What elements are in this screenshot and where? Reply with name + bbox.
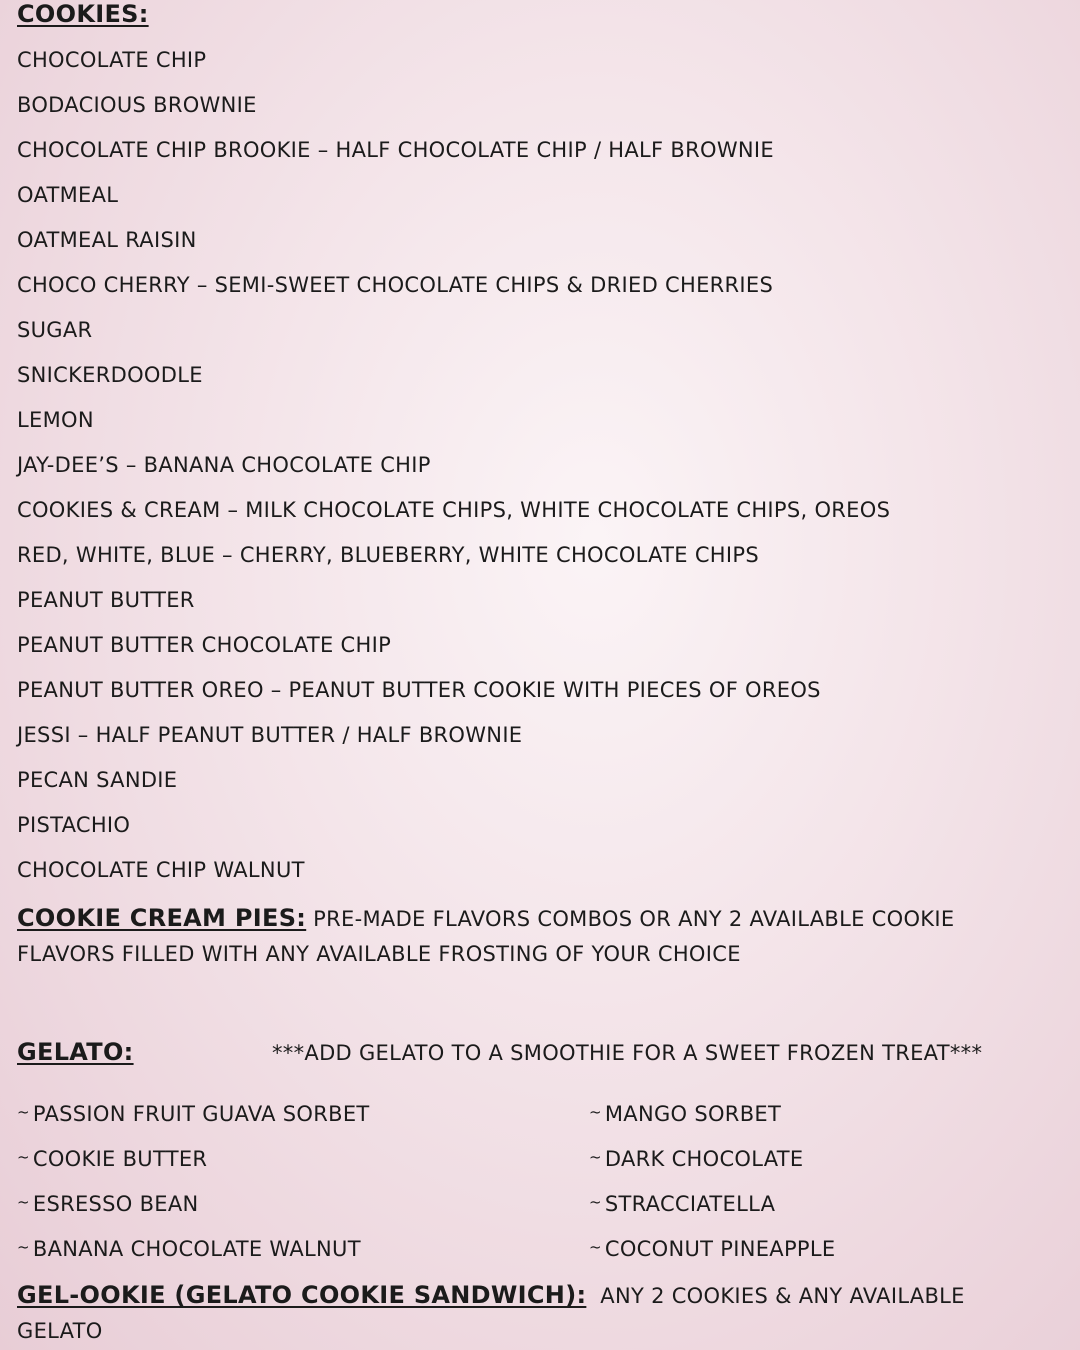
cookie-item: JAY-DEE’S – BANANA CHOCOLATE CHIP (17, 453, 431, 477)
cookie-item: SNICKERDOODLE (17, 363, 203, 387)
gel-ookie-line1 (17, 1281, 965, 1310)
gelato-flavor: PASSION FRUIT GUAVA SORBET (32, 1102, 370, 1126)
tilde-bullet: ~ (17, 1238, 30, 1256)
gelato-item (589, 1188, 775, 1218)
gelato-flavor: COCONUT PINEAPPLE (604, 1237, 836, 1261)
gelato-item (17, 1188, 199, 1218)
gelato-item (589, 1233, 835, 1263)
gel-ookie-text1: ANY 2 COOKIES & ANY AVAILABLE (586, 1284, 965, 1308)
cookie-item: RED, WHITE, BLUE – CHERRY, BLUEBERRY, WHITE CHOCOLATE CHIPS (17, 543, 759, 567)
cookies-heading: COOKIES: (17, 0, 149, 28)
cream-pies-text2: FLAVORS FILLED WITH ANY AVAILABLE FROSTING OF YOUR CHOICE (17, 942, 741, 966)
tilde-bullet: ~ (17, 1103, 30, 1121)
cookie-item: PEANUT BUTTER OREO – PEANUT BUTTER COOKIE WITH PIECES OF OREOS (17, 678, 821, 702)
cookie-item: CHOCOLATE CHIP (17, 48, 207, 72)
tilde-bullet: ~ (589, 1238, 602, 1256)
cookie-item: CHOCO CHERRY – SEMI-SWEET CHOCOLATE CHIPS & DRIED CHERRIES (17, 273, 774, 297)
gelato-flavor: BANANA CHOCOLATE WALNUT (32, 1237, 361, 1261)
tilde-bullet: ~ (589, 1148, 602, 1166)
cookie-item: BODACIOUS BROWNIE (17, 93, 257, 117)
gel-ookie-heading: GEL-OOKIE (GELATO COOKIE SANDWICH): (17, 1281, 587, 1309)
cookie-item: OATMEAL (17, 183, 119, 207)
cookie-item: OATMEAL RAISIN (17, 228, 197, 252)
gelato-item (589, 1143, 803, 1173)
gelato-flavor: COOKIE BUTTER (32, 1147, 208, 1171)
cream-pies-heading: COOKIE CREAM PIES: (17, 904, 307, 932)
gelato-item (17, 1233, 361, 1263)
gelato-flavor: DARK CHOCOLATE (604, 1147, 804, 1171)
cookie-item: LEMON (17, 408, 94, 432)
gelato-flavor: MANGO SORBET (604, 1102, 782, 1126)
tilde-bullet: ~ (17, 1193, 30, 1211)
cookie-item: PECAN SANDIE (17, 768, 178, 792)
cookie-item: COOKIES & CREAM – MILK CHOCOLATE CHIPS, WHITE CHOCOLATE CHIPS, OREOS (17, 498, 891, 522)
gelato-heading: GELATO: (17, 1038, 134, 1066)
cookie-item: PISTACHIO (17, 813, 131, 837)
cream-pies-text1: PRE-MADE FLAVORS COMBOS OR ANY 2 AVAILABLE COOKIE (306, 907, 955, 931)
tilde-bullet: ~ (589, 1103, 602, 1121)
cookie-item: CHOCOLATE CHIP BROOKIE – HALF CHOCOLATE CHIP / HALF BROWNIE (17, 138, 774, 162)
gelato-item (17, 1143, 207, 1173)
gelato-flavor: ESRESSO BEAN (32, 1192, 199, 1216)
cookie-item: PEANUT BUTTER CHOCOLATE CHIP (17, 633, 392, 657)
cream-pies-line1 (17, 904, 954, 933)
cookie-item: CHOCOLATE CHIP WALNUT (17, 858, 305, 882)
gel-ookie-text2: GELATO (17, 1319, 103, 1343)
tilde-bullet: ~ (17, 1148, 30, 1166)
gelato-item (17, 1098, 370, 1128)
tilde-bullet: ~ (589, 1193, 602, 1211)
cookie-item: SUGAR (17, 318, 93, 342)
cookie-item: PEANUT BUTTER (17, 588, 195, 612)
gelato-flavor: STRACCIATELLA (604, 1192, 776, 1216)
gelato-note: ***ADD GELATO TO A SMOOTHIE FOR A SWEET FROZEN TREAT*** (272, 1041, 983, 1065)
gelato-item (589, 1098, 781, 1128)
cookie-item: JESSI – HALF PEANUT BUTTER / HALF BROWNIE (17, 723, 523, 747)
